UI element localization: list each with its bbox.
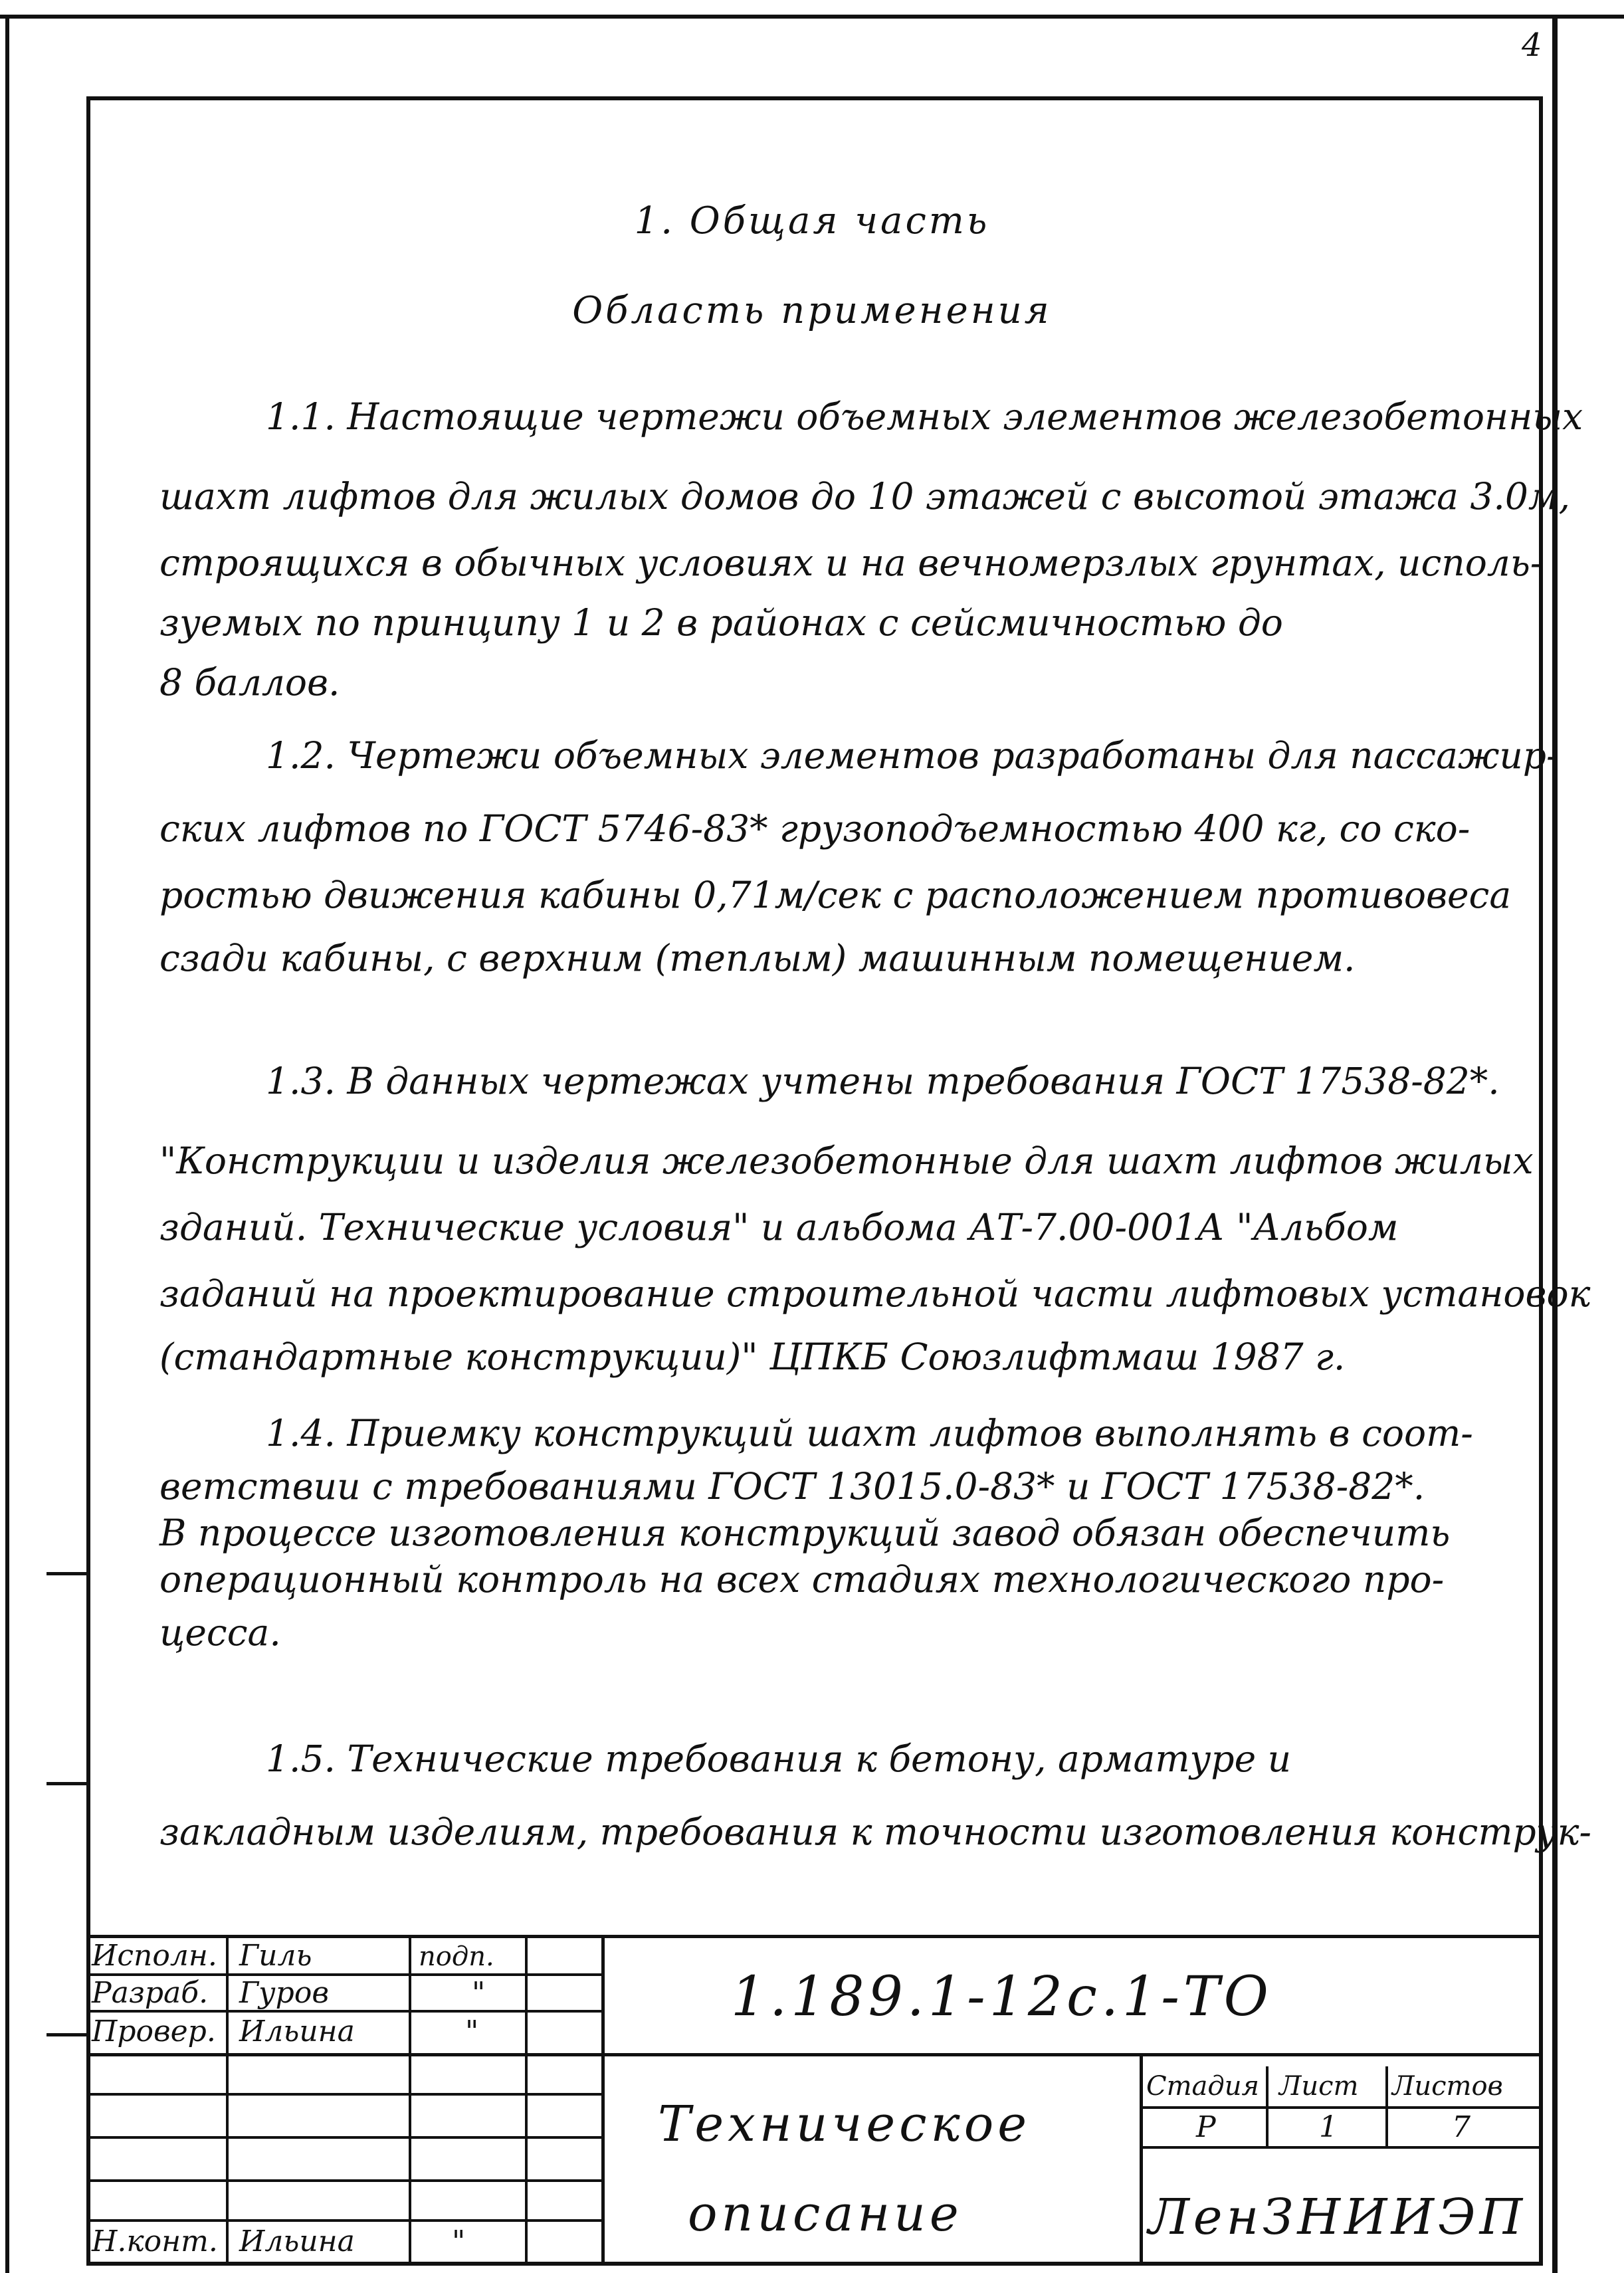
paragraph-line: В процессе изготовления конструкций завод обязан обеспечить (159, 1512, 1451, 1554)
paragraph-line: операционный контроль на всех стадиях технологического про- (159, 1558, 1445, 1601)
sign-cell: " (452, 2224, 466, 2258)
title-block-col-line (525, 1935, 528, 2266)
title-block-col-line (1140, 2053, 1143, 2266)
paragraph-line: 8 баллов. (159, 661, 340, 704)
name-cell: Гиль (239, 1939, 312, 1973)
title-block-col-line (601, 1935, 605, 2266)
sign-cell: " (472, 1976, 486, 2010)
paragraph-line: 1.3. В данных чертежах учтены требования ГОСТ 17538-82*. (266, 1060, 1500, 1102)
title-block-col-line (409, 1935, 411, 2266)
sign-cell: " (465, 2015, 479, 2048)
paragraph-line: сзади кабины, с верхним (теплым) машинным помещением. (159, 937, 1356, 979)
name-cell: Гуров (239, 1976, 329, 2010)
paragraph-line: 1.1. Настоящие чертежи объемных элементов железобетонных (266, 395, 1583, 438)
title-block-col-line (1385, 2066, 1388, 2149)
document-title-line2: описание (688, 2185, 963, 2242)
paragraph-line: цесса. (159, 1611, 281, 1654)
outer-top-edge (0, 15, 1624, 19)
paragraph-line: закладным изделиям, требования к точности изготовления конструк- (159, 1811, 1592, 1853)
title-block-row-line (1140, 2146, 1543, 2149)
paragraph-line: "Конструкции и изделия железобетонные для шахт лифтов жилых (159, 1139, 1534, 1182)
sheet-header: Лист (1279, 2071, 1359, 2102)
title-block-row-line (86, 2053, 1543, 2056)
margin-tick (47, 1782, 89, 1785)
paragraph-line: 1.2. Чертежи объемных элементов разработаны для пассажир- (266, 734, 1559, 777)
stage-header: Стадия (1146, 2071, 1259, 2102)
document-code: 1.189.1-12с.1-ТО (731, 1965, 1272, 2028)
name-cell: Ильина (239, 2224, 355, 2258)
sheets-value: 7 (1452, 2110, 1471, 2144)
role-cell: Провер. (92, 2015, 216, 2048)
title-block-row-line (1140, 2106, 1543, 2109)
role-cell: Н.конт. (92, 2224, 218, 2258)
paragraph-line: заданий на проектирование строительной части лифтовых установок (159, 1272, 1591, 1315)
paragraph-line: зуемых по принципу 1 и 2 в районах с сейсмичностью до (159, 601, 1283, 644)
name-cell: Ильина (239, 2015, 355, 2048)
paragraph-line: ростью движения кабины 0,71м/сек с расположением противовеса (159, 874, 1512, 916)
sheets-header: Листов (1392, 2071, 1503, 2102)
margin-tick (47, 1572, 89, 1575)
document-title-line1: Техническое (658, 2096, 1031, 2153)
outer-left-edge (5, 15, 9, 2273)
outer-right-edge (1552, 15, 1558, 2273)
role-cell: Разраб. (92, 1976, 209, 2010)
paragraph-line: 1.5. Технические требования к бетону, арматуре и (266, 1737, 1292, 1780)
margin-tick (47, 2033, 89, 2036)
paragraph-line: ветствии с требованиями ГОСТ 13015.0-83* и ГОСТ 17538-82*. (159, 1465, 1425, 1508)
title-block-top-line (86, 1935, 1543, 1938)
organization-name: ЛенЗНИИЭП (1148, 2189, 1527, 2246)
sheet-corner-mark: 4 (1522, 27, 1542, 64)
subsection-heading: Область применения (572, 289, 1052, 332)
paragraph-line: зданий. Технические условия" и альбома АТ-7.00-001А "Альбом (159, 1206, 1399, 1248)
section-heading: 1. Общая часть (634, 199, 990, 243)
stage-value: Р (1196, 2110, 1216, 2144)
paragraph-line: 1.4. Приемку конструкций шахт лифтов выполнять в соот- (266, 1412, 1473, 1454)
title-block-col-line (226, 1935, 229, 2266)
paragraph-line: ских лифтов по ГОСТ 5746-83* грузоподъемностью 400 кг, со ско- (159, 807, 1471, 850)
paragraph-line: шахт лифтов для жилых домов до 10 этажей с высотой этажа 3.0м, (159, 475, 1570, 518)
sheet-value: 1 (1319, 2110, 1338, 2144)
title-block-col-line (1266, 2066, 1269, 2149)
sign-cell: подп. (419, 1941, 494, 1972)
role-cell: Испoлн. (92, 1939, 217, 1973)
paragraph-line: (стандартные конструкции)" ЦПКБ Союзлифтмаш 1987 г. (159, 1335, 1346, 1378)
paragraph-line: строящихся в обычных условиях и на вечномерзлых грунтах, исполь- (159, 542, 1543, 584)
